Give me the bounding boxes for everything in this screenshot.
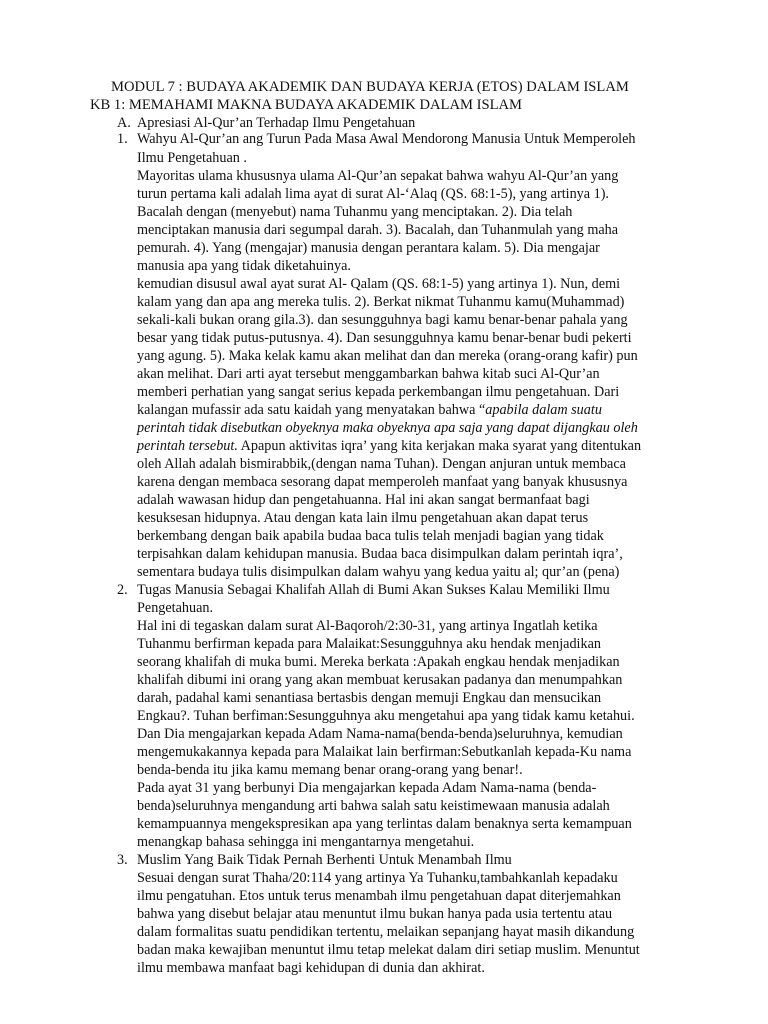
item-2-body-line: Engkau?. Tuhan berfiman:Sesungguhnya aku mengetahui apa yang tidak kamu ketahui.	[137, 708, 635, 724]
item-1-heading-line: Wahyu Al-Qur’an ang Turun Pada Masa Awal Mendorong Manusia Untuk Memperoleh	[137, 131, 636, 147]
item-3-body-line: Sesuai dengan surat Thaha/20:114 yang artinya Ya Tuhanku,tambahkanlah kepadaku	[137, 870, 618, 886]
section-a-heading: Apresiasi Al-Qur’an Terhadap Ilmu Pengetahuan	[137, 115, 416, 131]
document-title: MODUL 7 : BUDAYA AKADEMIK DAN BUDAYA KERJA (ETOS) DALAM ISLAM	[111, 79, 629, 95]
item-1-body-line: sementara budaya tulis disimpulkan dalam wahyu yang kedua yaitu al; qur’an (pena)	[137, 564, 620, 580]
item-2-body-line: benda-benda itu jika kamu memang benar orang-orang yang benar!.	[137, 762, 523, 778]
body-text: kalangan mufassir ada satu kaidah yang menyatakan bahwa “	[137, 402, 486, 418]
item-1-body-line: manusia apa yang tidak diketahuinya.	[137, 258, 351, 274]
item-1-body-line: menciptakan manusia dari segumpal darah. 3). Bacalah, dan Tuhanmulah yang maha	[137, 222, 619, 238]
item-1-body-line: turun pertama kali adalah lima ayat di surat Al-‘Alaq (QS. 68:1-5), yang artinya 1).	[137, 186, 609, 202]
item-2-body-line: kemampuannya mengekspresikan apa yang terlintas dalam benaknya serta kemampuan	[137, 816, 632, 832]
item-2-body-line: Pada ayat 31 yang berbunyi Dia mengajarkan kepada Adam Nama-nama (benda-	[137, 780, 597, 796]
item-3-marker: 3.	[117, 852, 128, 868]
body-text: Apapun aktivitas iqra’ yang kita kerjakan maka syarat yang ditentukan	[237, 438, 642, 454]
item-2-heading-line: Pengetahuan.	[137, 600, 214, 616]
item-2-body-line: Hal ini di tegaskan dalam surat Al-Baqoroh/2:30-31, yang artinya Ingatlah ketika	[137, 618, 598, 634]
item-1-body-line: akan melihat. Dari arti ayat tersebut menggambarkan bahwa kitab suci Al-Qur’an	[137, 366, 600, 382]
italic-quote: apabila dalam suatu	[485, 402, 602, 418]
item-1-body-line-mixed	[137, 401, 602, 419]
item-2-heading-line: Tugas Manusia Sebagai Khalifah Allah di Bumi Akan Sukses Kalau Memiliki Ilmu	[137, 582, 610, 598]
item-2-body-line: seorang khalifah di muka bumi. Mereka berkata :Apakah engkau hendak menjadikan	[137, 654, 620, 670]
item-3-body-line: bahwa yang disebut belajar atau menuntut ilmu bukan hanya pada usia tertentu atau	[137, 906, 613, 922]
item-1-body-line: Mayoritas ulama khususnya ulama Al-Qur’an sepakat bahwa wahyu Al-Qur’an yang	[137, 168, 619, 184]
item-1-body-line: terpisahkan dalam kehidupan manusia. Budaa baca disimpulkan dalam perintah iqra’,	[137, 546, 623, 562]
item-1-body-line: oleh Allah adalah bismirabbik,(dengan nama Tuhan). Dengan anjuran untuk membaca	[137, 456, 626, 472]
item-3-body-line: dalam formalitas suatu pendidikan tertentu, melaikan sepanjang hayat masih dikandung	[137, 924, 635, 940]
item-1-body-line: pemurah. 4). Yang (mengajar) manusia dengan perantara kalam. 5). Dia mengajar	[137, 240, 600, 256]
item-1-body-line: kemudian disusul awal ayat surat Al- Qalam (QS. 68:1-5) yang artinya 1). Nun, demi	[137, 276, 621, 292]
item-3-heading-line: Muslim Yang Baik Tidak Pernah Berhenti Untuk Menambah Ilmu	[137, 852, 512, 868]
item-1-body-line: yang agung. 5). Maka kelak kamu akan melihat dan dan mereka (orang-orang kafir) pun	[137, 348, 638, 364]
item-1-body-line: Bacalah dengan (menyebut) nama Tuhanmu yang menciptakan. 2). Dia telah	[137, 204, 573, 220]
item-1-body-line: memberi perhatian yang sangat serius kepada perkembangan ilmu pengetahuan. Dari	[137, 384, 620, 400]
item-1-body-line: berkembang dengan baik apabila budaa baca tulis telah menjadi bagian yang tidak	[137, 528, 604, 544]
item-1-body-line: kalam yang dan apa ang mereka tulis. 2). Berkat nikmat Tuhanmu kamu(Muhammad)	[137, 294, 625, 310]
item-3-body-line: badan maka kewajiban menuntut ilmu tetap melekat dalam diri setiap muslim. Menuntut	[137, 942, 640, 958]
section-a-marker: A.	[117, 115, 131, 131]
item-3-body-line: ilmu pengatuhan. Etos untuk terus menambah ilmu pengetahuan dapat diterjemahkan	[137, 888, 621, 904]
item-2-marker: 2.	[117, 582, 128, 598]
document-subtitle: KB 1: MEMAHAMI MAKNA BUDAYA AKADEMIK DALAM ISLAM	[90, 97, 523, 113]
item-1-marker: 1.	[117, 131, 128, 147]
item-1-body-line-mixed	[137, 437, 641, 455]
item-2-body-line: benda)seluruhnya mengandung arti bahwa salah satu keistimewaan manusia adalah	[137, 798, 610, 814]
item-2-body-line: menangkap bahasa sehingga ini mengantarnya mengetahui.	[137, 834, 475, 850]
item-1-body-line: besar yang tidak putus-putusnya. 4). Dan sesungguhnya kamu benar-benar budi pekerti	[137, 330, 632, 346]
item-2-body-line: Dan Dia mengajarkan kepada Adam Nama-nama(benda-benda)seluruhnya, kemudian	[137, 726, 623, 742]
item-1-body-line: adalah wawasan hidup dan pengetahuanna. Hal ini akan sangat bermanfaat bagi	[137, 492, 590, 508]
item-2-body-line: Tuhanmu berfirman kepada para Malaikat:Sesungguhnya aku hendak menjadikan	[137, 636, 601, 652]
item-3-body-line: ilmu membawa manfaat bagi kehidupan di dunia dan akhirat.	[137, 960, 485, 976]
item-1-heading-line: Ilmu Pengetahuan .	[137, 150, 247, 166]
italic-quote: perintah tersebut.	[137, 438, 238, 454]
item-2-body-line: mengemukakannya kepada para Malaikat lain berfirman:Sebutkanlah kepada-Ku nama	[137, 744, 632, 760]
item-2-body-line: darah, padahal kami senantiasa bertasbis dengan memuji Engkau dan mensucikan	[137, 690, 602, 706]
item-1-body-line: sekali-kali bukan orang gila.3). dan sesungguhnya bagi kamu benar-benar pahala yang	[137, 312, 628, 328]
item-1-body-line: karena dengan membaca sesorang dapat memperoleh manfaat yang banyak khususnya	[137, 474, 628, 490]
italic-quote: perintah tidak disebutkan obyeknya maka obyeknya apa saja yang dapat dijangkau oleh	[137, 420, 638, 436]
item-2-body-line: khalifah dibumi ini orang yang akan membuat kerusakan padanya dan menumpahkan	[137, 672, 623, 688]
item-1-body-line: kesuksesan hidupnya. Atau dengan kata lain ilmu pengetahuan akan dapat terus	[137, 510, 589, 526]
